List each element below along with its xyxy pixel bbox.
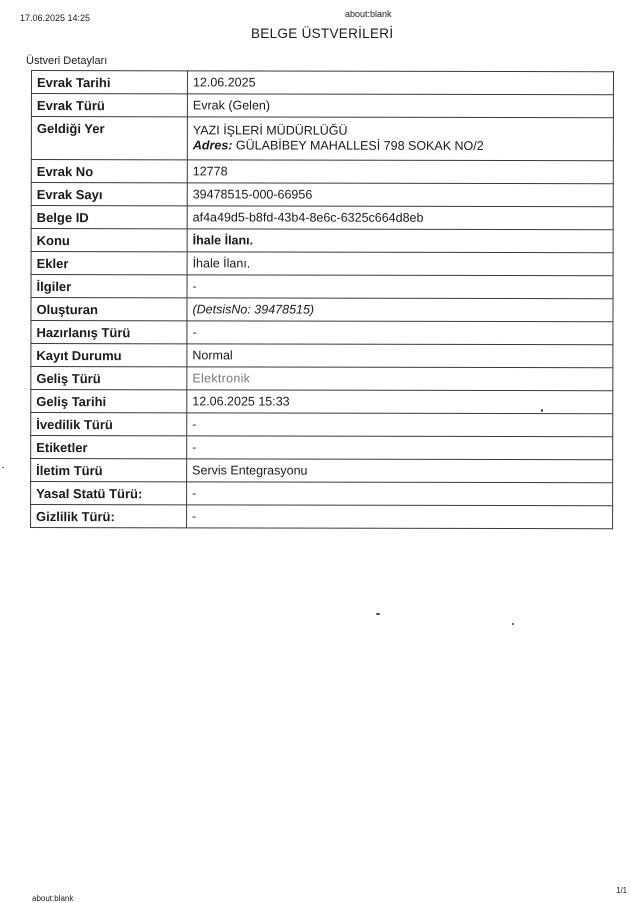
address-label: Adres: [192, 138, 233, 153]
row-value: - [187, 482, 613, 506]
row-label: Gizlilik Türü: [31, 505, 187, 528]
row-value: Evrak (Gelen) [187, 94, 613, 118]
row-value: 12.06.2025 [187, 71, 613, 95]
print-footer-url: about:blank [32, 894, 74, 903]
table-row [31, 482, 613, 506]
table-row [31, 344, 613, 368]
row-label: Belge ID [31, 206, 187, 229]
scan-speck [512, 623, 514, 625]
row-value: - [187, 505, 613, 529]
table-row [31, 367, 613, 391]
row-label: Evrak Sayı [31, 183, 187, 206]
row-label: Geliş Tarihi [31, 390, 187, 413]
row-value: Servis Entegrasyonu [187, 459, 613, 483]
row-label: Yasal Statü Türü: [31, 482, 187, 505]
table-row [31, 252, 613, 276]
row-label: İletim Türü [31, 459, 187, 482]
origin-name: YAZI İŞLERİ MÜDÜRLÜĞÜ [192, 123, 348, 138]
row-label: Oluşturan [31, 298, 187, 321]
table-row [31, 436, 613, 460]
row-label: Evrak No [31, 160, 187, 183]
row-value-with-address [187, 117, 613, 161]
row-value: - [187, 275, 613, 299]
row-value: 12778 [187, 160, 613, 184]
row-value: İhale İlanı. [187, 252, 613, 276]
table-row [31, 94, 613, 118]
address-value: GÜLABİBEY MAHALLESİ 798 SOKAK NO/2 [235, 138, 484, 153]
metadata-table [30, 70, 614, 529]
row-label: Evrak Türü [31, 94, 187, 117]
row-value: af4a49d5-b8fd-43b4-8e6c-6325c664d8eb [187, 206, 613, 230]
row-label: İvedilik Türü [31, 413, 187, 436]
row-label: İlgiler [31, 275, 187, 298]
document-title: BELGE ÜSTVERİLERİ [251, 26, 394, 41]
row-label: Evrak Tarihi [31, 71, 187, 94]
table-row [31, 71, 613, 95]
row-value: (DetsisNo: 39478515) [187, 298, 613, 322]
table-row [31, 229, 613, 253]
origin-address [193, 138, 613, 154]
row-value: İhale İlanı. [187, 229, 613, 253]
print-header-url: about:blank [345, 9, 392, 19]
row-label: Ekler [31, 252, 187, 275]
row-value: - [187, 321, 613, 345]
row-label: Kayıt Durumu [31, 344, 187, 367]
row-label: Konu [31, 229, 187, 252]
row-value: Normal [187, 344, 613, 368]
table-row [31, 413, 613, 437]
print-footer-page: 1/1 [616, 886, 628, 895]
table-row [31, 505, 613, 529]
row-value: 12.06.2025 15:33 [187, 390, 613, 414]
table-row [31, 183, 613, 207]
row-label: Geliş Türü [31, 367, 187, 390]
row-value: - [187, 436, 613, 460]
row-label: Etiketler [31, 436, 187, 459]
table-row [31, 275, 613, 299]
table-row [31, 390, 613, 414]
row-label: Hazırlanış Türü [31, 321, 187, 344]
scan-speck [376, 613, 380, 615]
table-row [31, 160, 613, 184]
print-header-datetime: 17.06.2025 14:25 [20, 13, 91, 23]
row-value: Elektronik [187, 367, 613, 391]
table-row [31, 321, 613, 345]
row-label: Geldiği Yer [31, 117, 187, 160]
table-row [31, 117, 613, 161]
table-row [31, 206, 613, 230]
row-value: - [187, 413, 613, 437]
table-row [31, 298, 613, 322]
row-value: 39478515-000-66956 [187, 183, 613, 207]
scan-speck [2, 467, 4, 468]
section-title: Üstveri Detayları [26, 55, 108, 67]
table-row [31, 459, 613, 483]
scan-speck [541, 409, 543, 412]
